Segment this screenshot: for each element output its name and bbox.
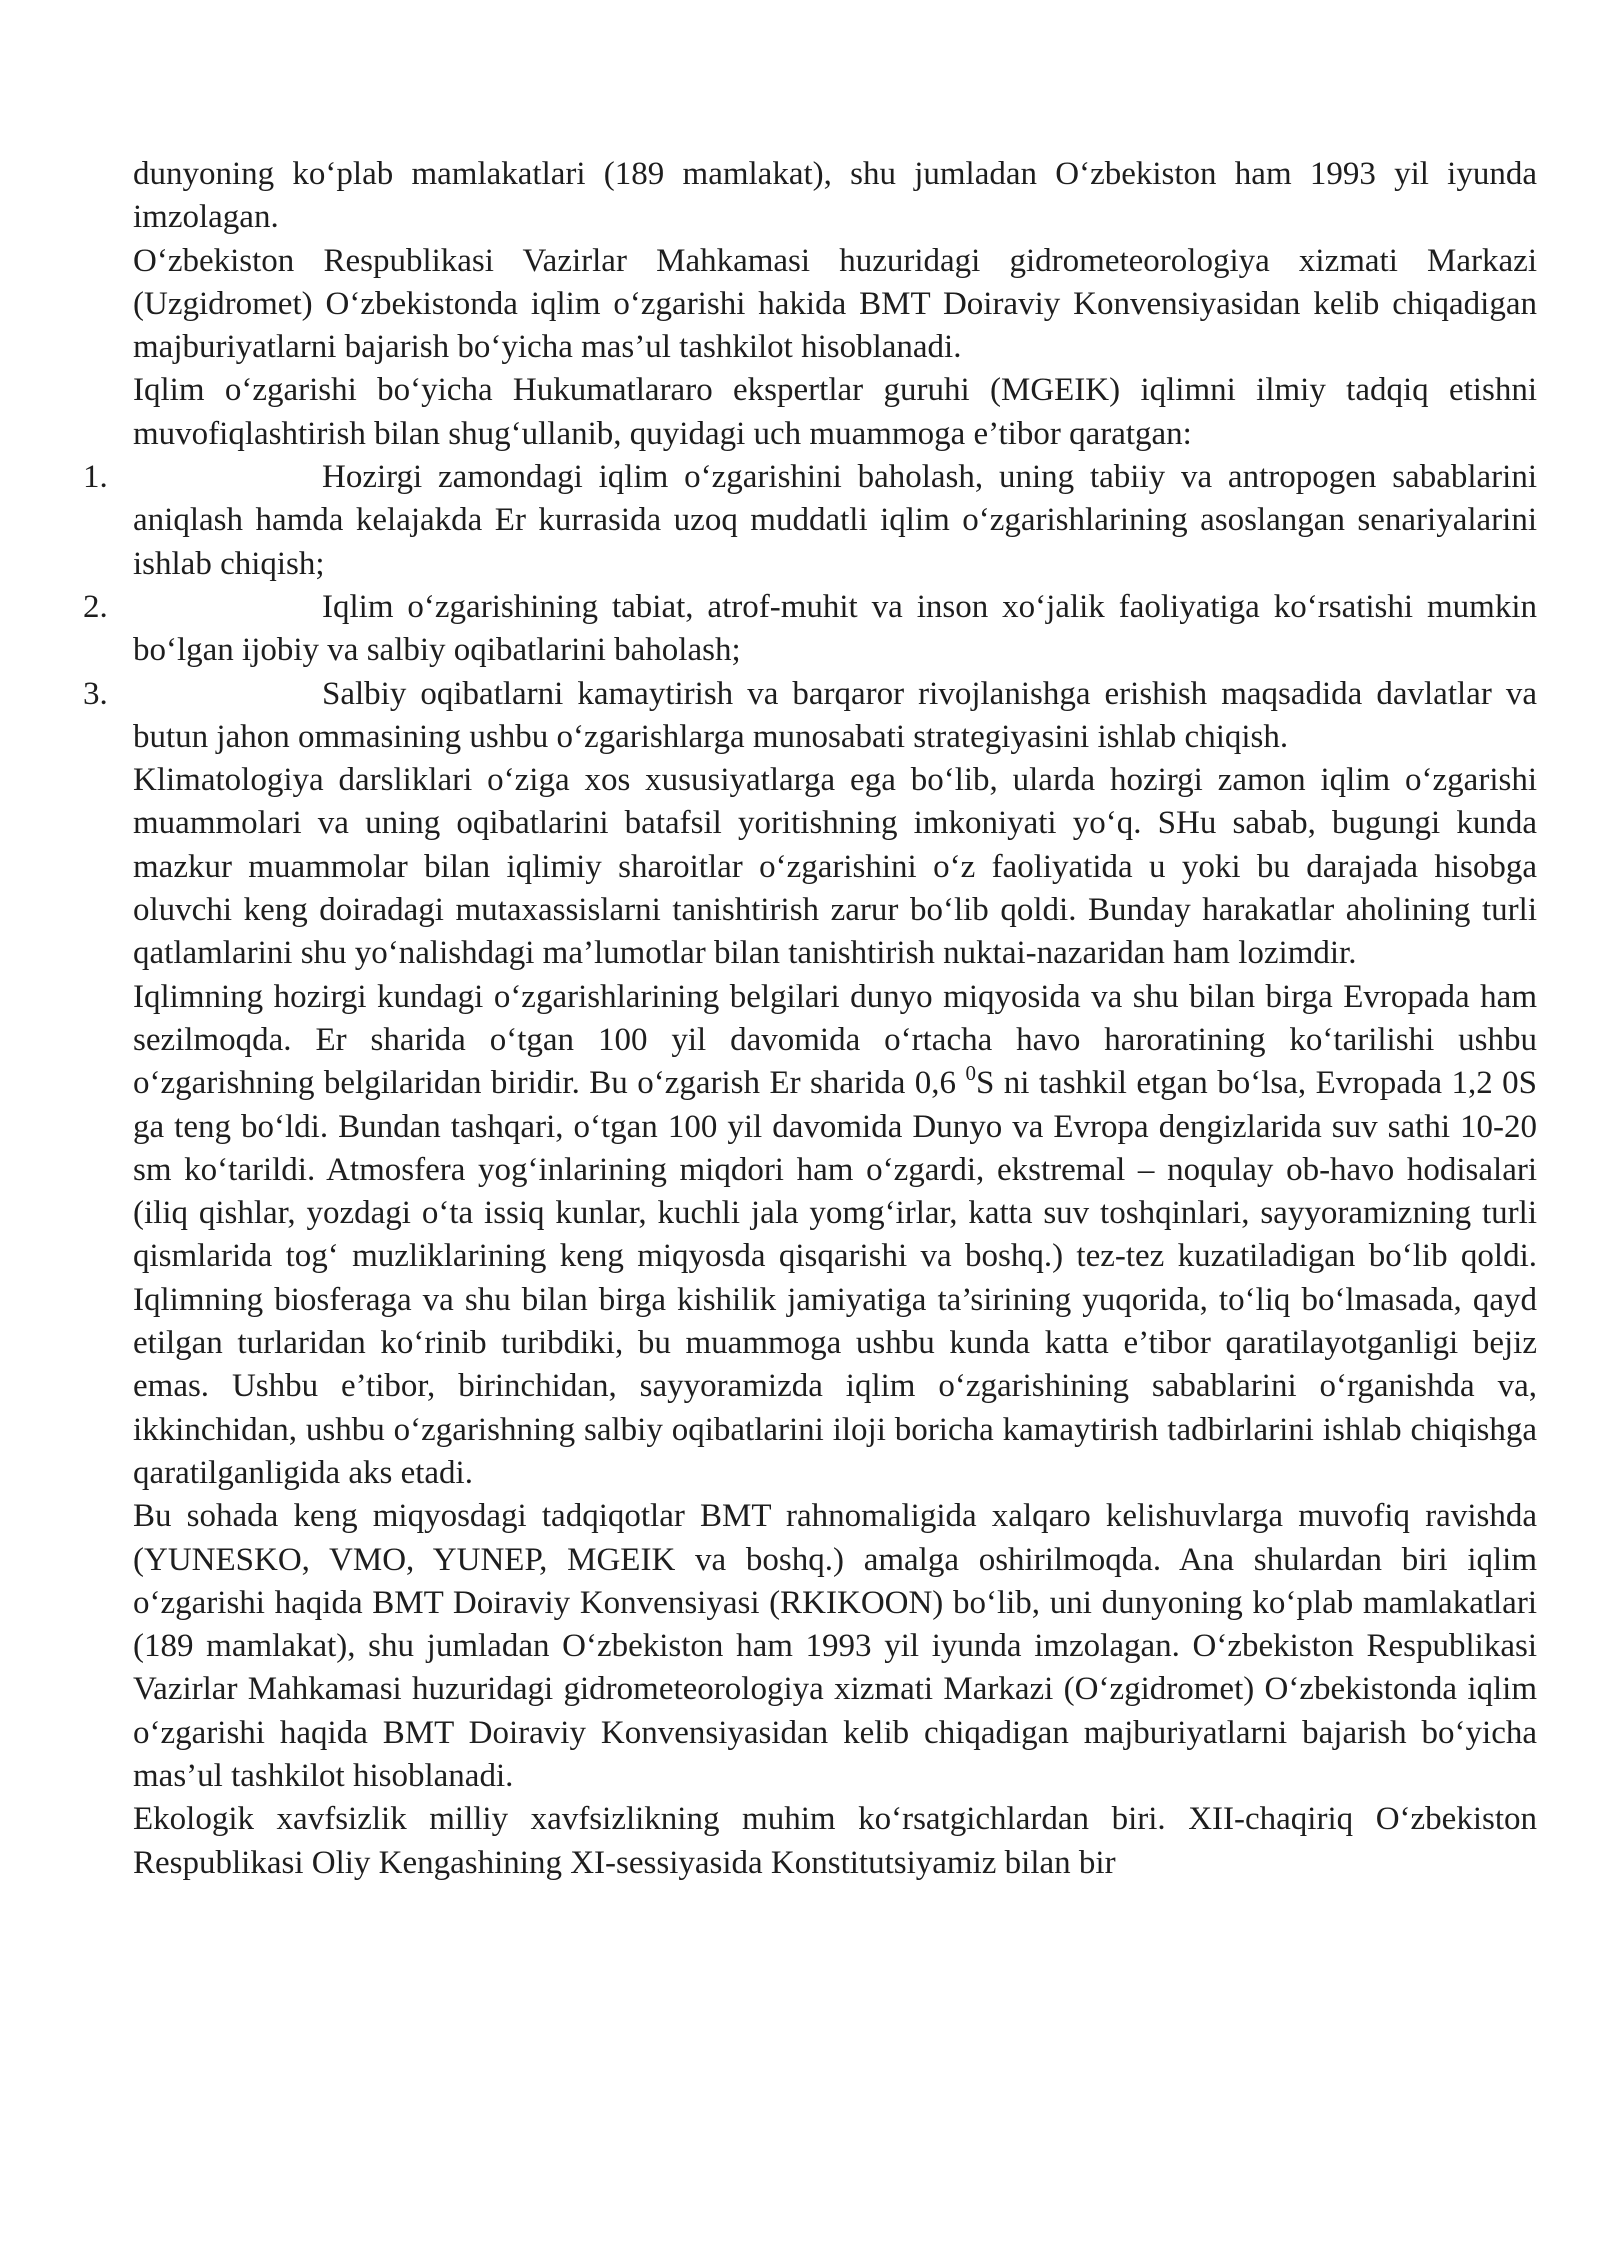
document-body (83, 153, 1537, 1885)
paragraph-uzgidromet: O‘zbekiston Respublikasi Vazirlar Mahkamasi huzuridagi gidrometeorologiya xizmati Markazi (Uzgidromet) O‘zbekistonda iqlim o‘zgarishi hakida BMT Doiraviy Konvensiyasidan kelib chiqadigan majburiyatlarni bajarish bo‘yicha mas’ul tashkilot hisoblanadi. (133, 242, 1537, 366)
list-item-text: Iqlim o‘zgarishining tabiat, atrof-muhit va inson xo‘jalik faoliyatiga ko‘rsatishi mumkin bo‘lgan ijobiy va salbiy oqibatlarini baholash; (133, 588, 1537, 669)
superscript-zero: 0 (965, 1061, 976, 1086)
paragraph-climate-change-signs (133, 976, 1537, 1496)
list-item (83, 456, 1537, 586)
list-item-text: Hozirgi zamondagi iqlim o‘zgarishini baholash, uning tabiiy va antropogen sabablarini aniqlash hamda kelajakda Er kurrasida uzoq muddatli iqlim o‘zgarishlarining asoslangan senariyalarini ishlab chiqish; (133, 459, 1537, 582)
paragraph-convention-signing: dunyoning ko‘plab mamlakatlari (189 mamlakat), shu jumladan O‘zbekiston ham 1993 yil iyunda imzolagan. (133, 156, 1537, 236)
list-item (83, 673, 1537, 760)
list-item (83, 586, 1537, 673)
paragraph-climate-change-signs-part1: Iqlimning hozirgi kundagi o‘zgarishlarining belgilari dunyo miqyosida va shu bilan birga Evropada ham sezilmoqda. Er sharida o‘tgan 100 yil davomida o‘rtacha havo haroratining ko‘tarilishi ushbu o‘zgarishning belgilaridan biridir. Bu o‘zgarish Er sharida 0,6 (133, 978, 1537, 1102)
paragraph-ecological-security: Ekologik xavfsizlik milliy xavfsizlikning muhim ko‘rsatgichlardan biri. XII-chaqiriq O‘zbekiston Respublikasi Oliy Kengashining XI-sessiyasida Konstitutsiyamiz bilan bir (133, 1801, 1537, 1881)
paragraph-climate-change-signs-part2: S ni tashkil etgan bo‘lsa, Evropada 1,2 0S ga teng bo‘ldi. Bundan tashqari, o‘tgan 100 yil davomida Dunyo va Evropa dengizlarida suv sathi 10-20 sm ko‘tarildi. Atmosfera yog‘inlarining miqdori ham o‘zgardi, ekstremal – noqulay ob-havo hodisalari (iliq qishlar, yozdagi o‘ta issiq kunlar, kuchli jala yomg‘irlar, katta suv toshqinlari, sayyoramizning turli qismlarida tog‘ muzliklarining keng miqyosda qisqarishi va boshq.) tez-tez kuzatiladigan bo‘lib qoldi. Iqlimning biosferaga va shu bilan birga kishilik jamiyatiga ta’sirining yuqorida, to‘liq bo‘lmasada, qayd etilgan turlaridan ko‘rinib turibdiki, bu muammoga ushbu kunda katta e’tibor qaratilayotganligi bejiz emas. Ushbu e’tibor, birinchidan, sayyoramizda iqlim o‘zgarishining sabablarini o‘rganishda va, ikkinchidan, ushbu o‘zgarishning salbiy oqibatlarini iloji boricha kamaytirish tadbirlarini ishlab chiqishga qaratilganligida aks etadi. (133, 1065, 1537, 1491)
paragraph-un-research: Bu sohada keng miqyosdagi tadqiqotlar BMT rahnomaligida xalqaro kelishuvlarga muvofiq ravishda (YUNESKO, VMO, YUNEP, MGEIK va boshq.) amalga oshirilmoqda. Ana shulardan biri iqlim o‘zgarishi haqida BMT Doiraviy Konvensiyasi (RKIKOON) bo‘lib, uni dunyoning ko‘plab mamlakatlari (189 mamlakat), shu jumladan O‘zbekiston ham 1993 yil iyunda imzolagan. O‘zbekiston Respublikasi Vazirlar Mahkamasi huzuridagi gidrometeorologiya xizmati Markazi (O‘zgidromet) O‘zbekistonda iqlim o‘zgarishi haqida BMT Doiraviy Konvensiyasidan kelib chiqadigan majburiyatlarni bajarish bo‘yicha mas’ul tashkilot hisoblanadi. (133, 1498, 1537, 1794)
paragraph-climatology-textbooks: Klimatologiya darsliklari o‘ziga xos xususiyatlarga ega bo‘lib, ularda hozirgi zamon iqlim o‘zgarishi muammolari va uning oqibatlarini batafsil yoritishning imkoniyati yo‘q. SHu sabab, bugungi kunda mazkur muammolar bilan iqlimiy sharoitlar o‘zgarishini o‘z faoliyatida u yoki bu darajada hisobga oluvchi keng doiradagi mutaxassislarni tanishtirish zarur bo‘lib qoldi. Bunday harakatlar aholining turli qatlamlarini shu yo‘nalishdagi ma’lumotlar bilan tanishtirish nuktai-nazaridan ham lozimdir. (133, 762, 1537, 972)
paragraph-mgeik: Iqlim o‘zgarishi bo‘yicha Hukumatlararo ekspertlar guruhi (MGEIK) iqlimni ilmiy tadqiq etishni muvofiqlashtirish bilan shug‘ullanib, quyidagi uch muammoga e’tibor qaratgan: (133, 372, 1537, 452)
list-item-number: 1. (83, 459, 108, 496)
list-item-number: 2. (83, 588, 108, 625)
list-item-number: 3. (83, 675, 108, 712)
list-item-text: Salbiy oqibatlarni kamaytirish va barqaror rivojlanishga erishish maqsadida davlatlar va butun jahon ommasining ushbu o‘zgarishlarga munosabati strategiyasini ishlab chiqish. (133, 675, 1537, 755)
